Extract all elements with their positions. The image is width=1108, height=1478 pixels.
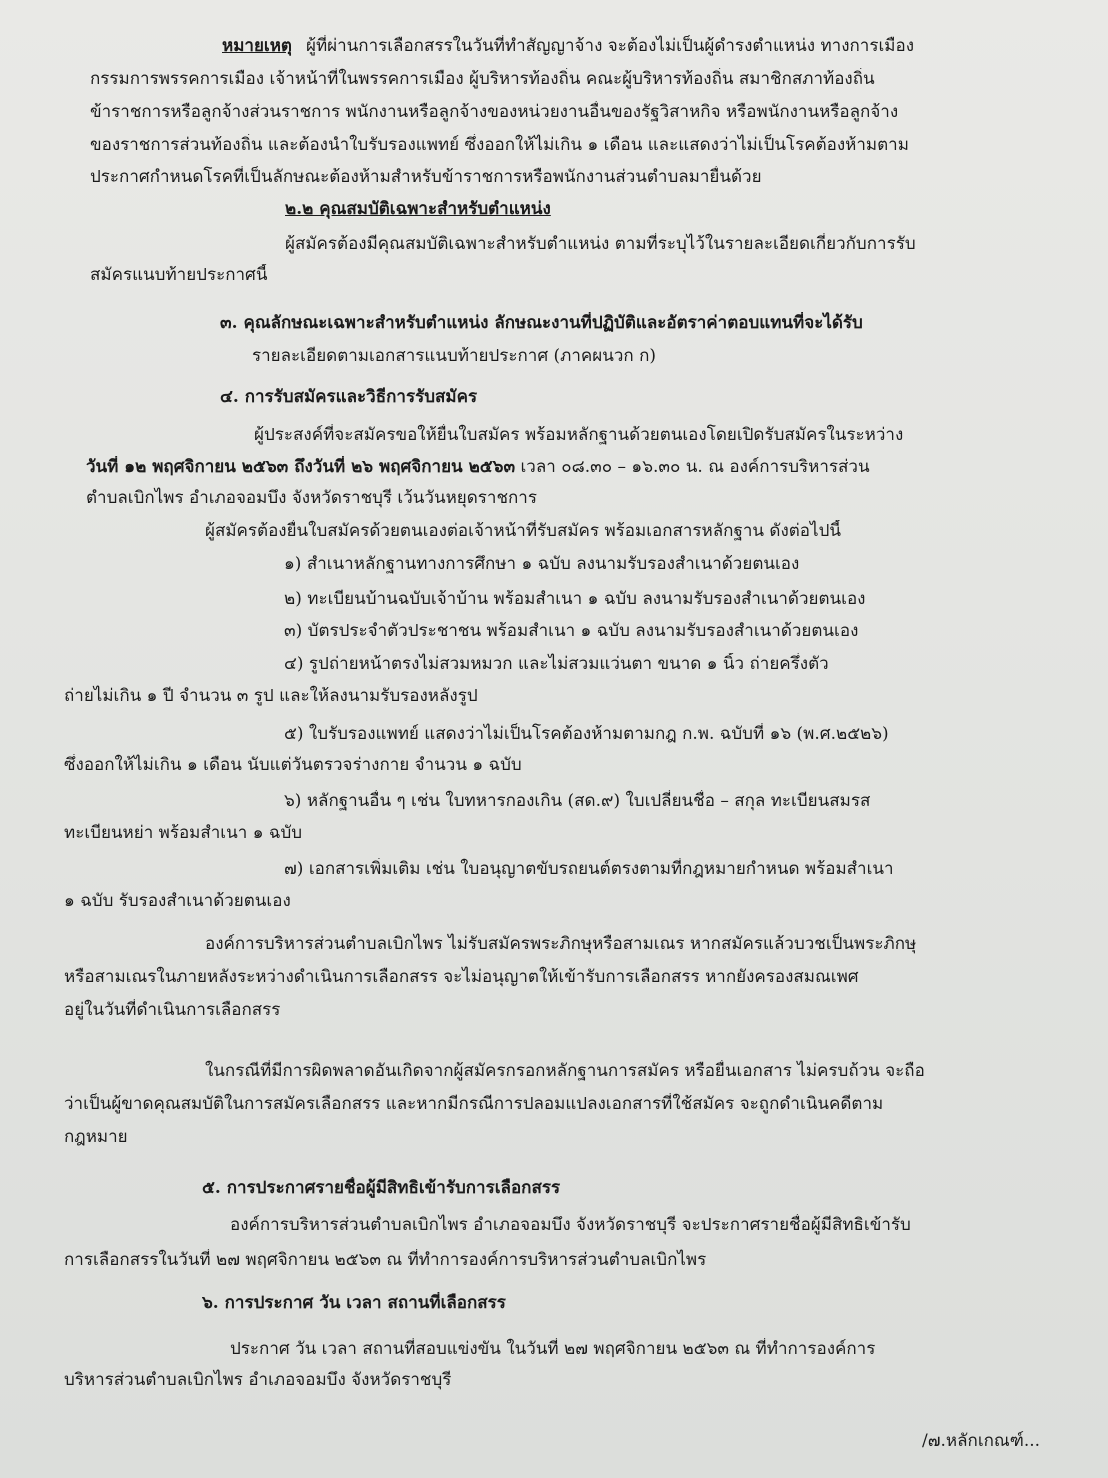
doc-item-1: ๑) สำเนาหลักฐานทางการศึกษา ๑ ฉบับ ลงนามรับรองสำเนาด้วยตนเอง (284, 554, 800, 574)
section-3-heading: ๓. คุณลักษณะเฉพาะสำหรับตำแหน่ง ลักษณะงานที่ปฏิบัติและอัตราค่าตอบแทนที่จะได้รับ (220, 313, 863, 333)
application-period: วันที่ ๑๒ พฤศจิกายน ๒๕๖๓ ถึงวันที่ ๒๖ พฤศจิกายน ๒๕๖๓ (86, 457, 516, 477)
section-4-heading: ๔. การรับสมัครและวิธีการรับสมัคร (220, 387, 478, 407)
section-2-2-heading: ๒.๒ คุณสมบัติเฉพาะสำหรับตำแหน่ง (285, 199, 551, 219)
section-6-line-1: ประกาศ วัน เวลา สถานที่สอบแข่งขัน ในวันที่ ๒๗ พฤศจิกายน ๒๕๖๓ ณ ที่ทำการองค์การ (230, 1339, 876, 1359)
section-4-p1-line-1: ผู้ประสงค์ที่จะสมัครขอให้ยื่นใบสมัคร พร้อมหลักฐานด้วยตนเองโดยเปิดรับสมัครในระหว่าง (254, 425, 904, 445)
section-6-line-2: บริหารส่วนตำบลเบิกไพร อำเภอจอมบึง จังหวัดราชบุรี (64, 1370, 452, 1390)
continuation-footer: /๗.หลักเกณฑ์... (922, 1431, 1041, 1451)
error-line-2: ว่าเป็นผู้ขาดคุณสมบัติในการสมัครเลือกสรร และหากมีกรณีการปลอมแปลงเอกสารที่ใช้สมัคร จะถูกดำเนินคดีตาม (64, 1094, 884, 1114)
section-5-heading: ๕. การประกาศรายชื่อผู้มีสิทธิเข้ารับการเลือกสรร (202, 1178, 561, 1198)
note-line-4: ของราชการส่วนท้องถิ่น และต้องนำใบรับรองแพทย์ ซึ่งออกให้ไม่เกิน ๑ เดือน และแสดงว่าไม่เป็นโรคต้องห้ามตาม (90, 135, 909, 155)
section-6-heading: ๖. การประกาศ วัน เวลา สถานที่เลือกสรร (202, 1293, 506, 1313)
note-line-1 (222, 35, 1108, 57)
section-4-intro: ผู้สมัครต้องยื่นใบสมัครด้วยตนเองต่อเจ้าหน้าที่รับสมัคร พร้อมเอกสารหลักฐาน ดังต่อไปนี้ (205, 521, 841, 541)
monk-line-2: หรือสามเณรในภายหลังระหว่างดำเนินการเลือกสรร จะไม่อนุญาตให้เข้ารับการเลือกสรร หากยังครองสมณเพศ (64, 967, 859, 987)
doc-item-4: ๔) รูปถ่ายหน้าตรงไม่สวมหมวก และไม่สวมแว่นตา ขนาด ๑ นิ้ว ถ่ายครึ่งตัว (284, 654, 829, 674)
monk-line-3: อยู่ในวันที่ดำเนินการเลือกสรร (64, 1000, 281, 1020)
note-text: ผู้ที่ผ่านการเลือกสรรในวันที่ทำสัญญาจ้าง จะต้องไม่เป็นผู้ดำรงตำแหน่ง ทางการเมือง (305, 36, 914, 56)
application-time: เวลา ๐๘.๓๐ – ๑๖.๓๐ น. ณ องค์การบริหารส่วน (515, 457, 870, 477)
monk-line-1: องค์การบริหารส่วนตำบลเบิกไพร ไม่รับสมัครพระภิกษุหรือสามเณร หากสมัครแล้วบวชเป็นพระภิกษุ (205, 934, 917, 954)
section-4-p1-line-2 (86, 456, 1108, 478)
doc-item-7: ๗) เอกสารเพิ่มเติม เช่น ใบอนุญาตขับรถยนต์ตรงตามที่กฎหมายกำหนด พร้อมสำเนา (284, 859, 894, 879)
section-3-line: รายละเอียดตามเอกสารแนบท้ายประกาศ (ภาคผนวก ก) (252, 346, 657, 366)
section-4-p1-line-3: ตำบลเบิกไพร อำเภอจอมบึง จังหวัดราชบุรี เว้นวันหยุดราชการ (86, 488, 537, 508)
error-line-3: กฎหมาย (64, 1127, 128, 1147)
error-line-1: ในกรณีที่มีการผิดพลาดอันเกิดจากผู้สมัครกรอกหลักฐานการสมัคร หรือยื่นเอกสาร ไม่ครบถ้วน จะถือ (205, 1061, 925, 1081)
doc-item-5: ๕) ใบรับรองแพทย์ แสดงว่าไม่เป็นโรคต้องห้ามตามกฎ ก.พ. ฉบับที่ ๑๖ (พ.ศ.๒๕๒๖) (284, 724, 889, 744)
section-2-2-line-2: สมัครแนบท้ายประกาศนี้ (90, 265, 268, 285)
doc-item-2: ๒) ทะเบียนบ้านฉบับเจ้าบ้าน พร้อมสำเนา ๑ ฉบับ ลงนามรับรองสำเนาด้วยตนเอง (284, 589, 866, 609)
doc-item-6-cont: ทะเบียนหย่า พร้อมสำเนา ๑ ฉบับ (64, 823, 303, 843)
doc-item-4-cont: ถ่ายไม่เกิน ๑ ปี จำนวน ๓ รูป และให้ลงนามรับรองหลังรูป (64, 686, 478, 706)
note-line-2: กรรมการพรรคการเมือง เจ้าหน้าที่ในพรรคการเมือง ผู้บริหารท้องถิ่น คณะผู้บริหารท้องถิ่น สมาชิกสภาท้องถิ่น (90, 69, 875, 89)
note-label: หมายเหตุ (222, 36, 292, 56)
section-2-2-line-1: ผู้สมัครต้องมีคุณสมบัติเฉพาะสำหรับตำแหน่ง ตามที่ระบุไว้ในรายละเอียดเกี่ยวกับการรับ (285, 234, 916, 254)
doc-item-6: ๖) หลักฐานอื่น ๆ เช่น ใบทหารกองเกิน (สด.๙) ใบเปลี่ยนชื่อ – สกุล ทะเบียนสมรส (284, 791, 871, 811)
doc-item-5-cont: ซึ่งออกให้ไม่เกิน ๑ เดือน นับแต่วันตรวจร่างกาย จำนวน ๑ ฉบับ (64, 755, 522, 775)
doc-item-3: ๓) บัตรประจำตัวประชาชน พร้อมสำเนา ๑ ฉบับ ลงนามรับรองสำเนาด้วยตนเอง (284, 621, 859, 641)
section-5-line-1: องค์การบริหารส่วนตำบลเบิกไพร อำเภอจอมบึง จังหวัดราชบุรี จะประกาศรายชื่อผู้มีสิทธิเข้ารับ (230, 1215, 911, 1235)
note-line-3: ข้าราชการหรือลูกจ้างส่วนราชการ พนักงานหรือลูกจ้างของหน่วยงานอื่นของรัฐวิสาหกิจ หรือพนักงานหรือลูกจ้าง (90, 102, 899, 122)
note-line-5: ประกาศกำหนดโรคที่เป็นลักษณะต้องห้ามสำหรับข้าราชการหรือพนักงานส่วนตำบลมายื่นด้วย (90, 167, 762, 187)
section-5-line-2: การเลือกสรรในวันที่ ๒๗ พฤศจิกายน ๒๕๖๓ ณ ที่ทำการองค์การบริหารส่วนตำบลเบิกไพร (64, 1250, 707, 1270)
doc-item-7-cont: ๑ ฉบับ รับรองสำเนาด้วยตนเอง (64, 891, 291, 911)
